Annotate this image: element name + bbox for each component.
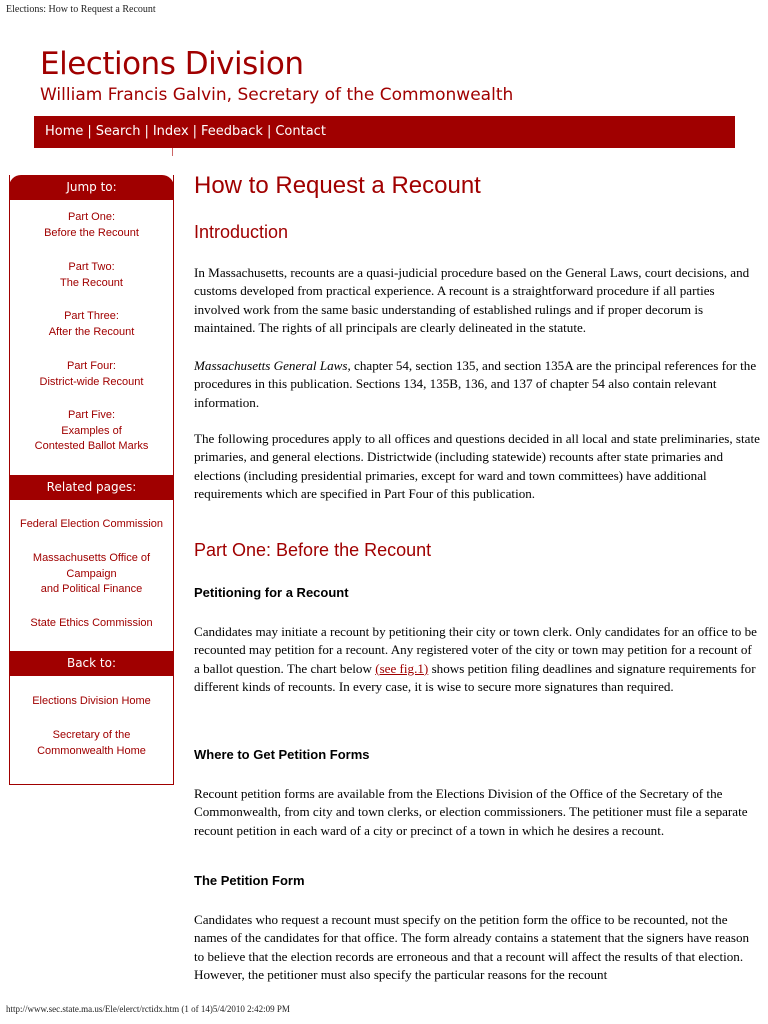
sidebar-item-ethics[interactable]: State Ethics Commission [30, 617, 153, 629]
sidebar-jump-heading: Jump to: [9, 175, 174, 200]
nav-search-link[interactable]: Search [95, 124, 141, 139]
print-footer: http://www.sec.state.ma.us/Ele/elerct/rctidx.htm (1 of 14)5/4/2010 2:42:09 PM [6, 1004, 290, 1014]
intro-paragraph-3: The following procedures apply to all offices and questions decided in all local and state preliminaries, state primaries, and general elections. Districtwide (including statewide) recounts after state primaries and elections (including presidential primaries, except for ward and town committees) have additional requirements which are specified in Part Four of this publication. [194, 431, 760, 502]
nav-links [45, 124, 326, 139]
petitioning-paragraph: Candidates may initiate a recount by petitioning their city or town clerk. Only candidates for an office to be recounted may petition for a recount. Any registered voter of the city or town may petition for a recount of a ballot question. The chart below (see fig.1) shows petition filing deadlines and signature requirements for different kinds of recounts. In every case, it is wise to secure more signatures than required. [194, 624, 757, 695]
sidebar-item-fec[interactable]: Federal Election Commission [19, 518, 164, 530]
fig1-link[interactable]: (see fig.1) [375, 660, 429, 676]
part-one-heading: Part One: Before the Recount [194, 540, 432, 560]
page-title: How to Request a Recount [194, 172, 481, 199]
nav-separator: | [192, 124, 198, 139]
sidebar-related-heading: Related pages: [9, 475, 174, 500]
site-subtitle: William Francis Galvin, Secretary of the Commonwealth [40, 85, 514, 105]
sidebar-item-part-five[interactable]: Part Five: Examples of Contested Ballot Marks [34, 409, 149, 452]
mgl-citation: Massachusetts General Laws, [194, 358, 351, 373]
nav-bar [34, 116, 735, 148]
sidebar-item-part-three[interactable]: Part Three: After the Recount [48, 310, 135, 338]
nav-separator: | [144, 124, 149, 139]
intro-heading: Introduction [194, 222, 289, 242]
sidebar-item-ocpf[interactable]: Massachusetts Office of Campaign and Political Finance [32, 552, 151, 595]
print-header: Elections: How to Request a Recount [6, 4, 156, 15]
sidebar-back-heading: Back to: [9, 651, 174, 676]
petition-form-heading: The Petition Form [194, 873, 305, 888]
sidebar-item-part-one[interactable]: Part One: Before the Recount [44, 211, 139, 239]
petitioning-heading: Petitioning for a Recount [194, 585, 349, 600]
intro-paragraph-2: Massachusetts General Laws, chapter 54, section 135, and section 135A are the principal references for the procedures in this publication. Sections 134, 135B, 136, and 137 of chapter 54 also contain relevant information. [194, 358, 757, 410]
nav-index-link[interactable]: Index [152, 124, 189, 139]
site-title: Elections Division [40, 46, 304, 82]
nav-contact-link[interactable]: Contact [275, 124, 326, 139]
nav-home-link[interactable]: Home [45, 124, 84, 139]
sidebar-item-sec-home[interactable]: Secretary of the Commonwealth Home [37, 729, 146, 757]
intro-paragraph-1: In Massachusetts, recounts are a quasi-judicial procedure based on the General Laws, court decisions, and customs developed from practical experience. A recount is a straightforward procedure if all parties involved work from the same basic understanding of established rulings and if proper decorum is maintained. The rights of all principals are clearly delineated in the statute. [194, 265, 750, 336]
sidebar-item-part-four[interactable]: Part Four: District-wide Recount [39, 360, 144, 388]
sidebar-item-part-two[interactable]: Part Two: The Recount [60, 261, 123, 289]
petition-form-paragraph: Candidates who request a recount must specify on the petition form the office to be recounted, not the names of the candidates for that office. The form already contains a statement that the signers have reason to believe that the election records are erroneous and that a recount will affect the results of that election. However, the petitioner must also specify the particular reasons for the recount [194, 912, 750, 983]
nav-separator: | [266, 124, 272, 139]
sidebar [9, 175, 174, 785]
forms-heading: Where to Get Petition Forms [194, 747, 370, 762]
nav-separator: | [87, 124, 92, 139]
forms-paragraph: Recount petition forms are available from the Elections Division of the Office of the Secretary of the Commonwealth, from city and town clerks, or election commissioners. The petitioner must file a separate recount petition in each ward of a city or precinct of a town in which he desires a recount. [194, 786, 748, 838]
sidebar-item-elections-home[interactable]: Elections Division Home [32, 695, 151, 707]
nav-feedback-link[interactable]: Feedback [201, 124, 263, 139]
nav-divider-tick [172, 148, 173, 156]
